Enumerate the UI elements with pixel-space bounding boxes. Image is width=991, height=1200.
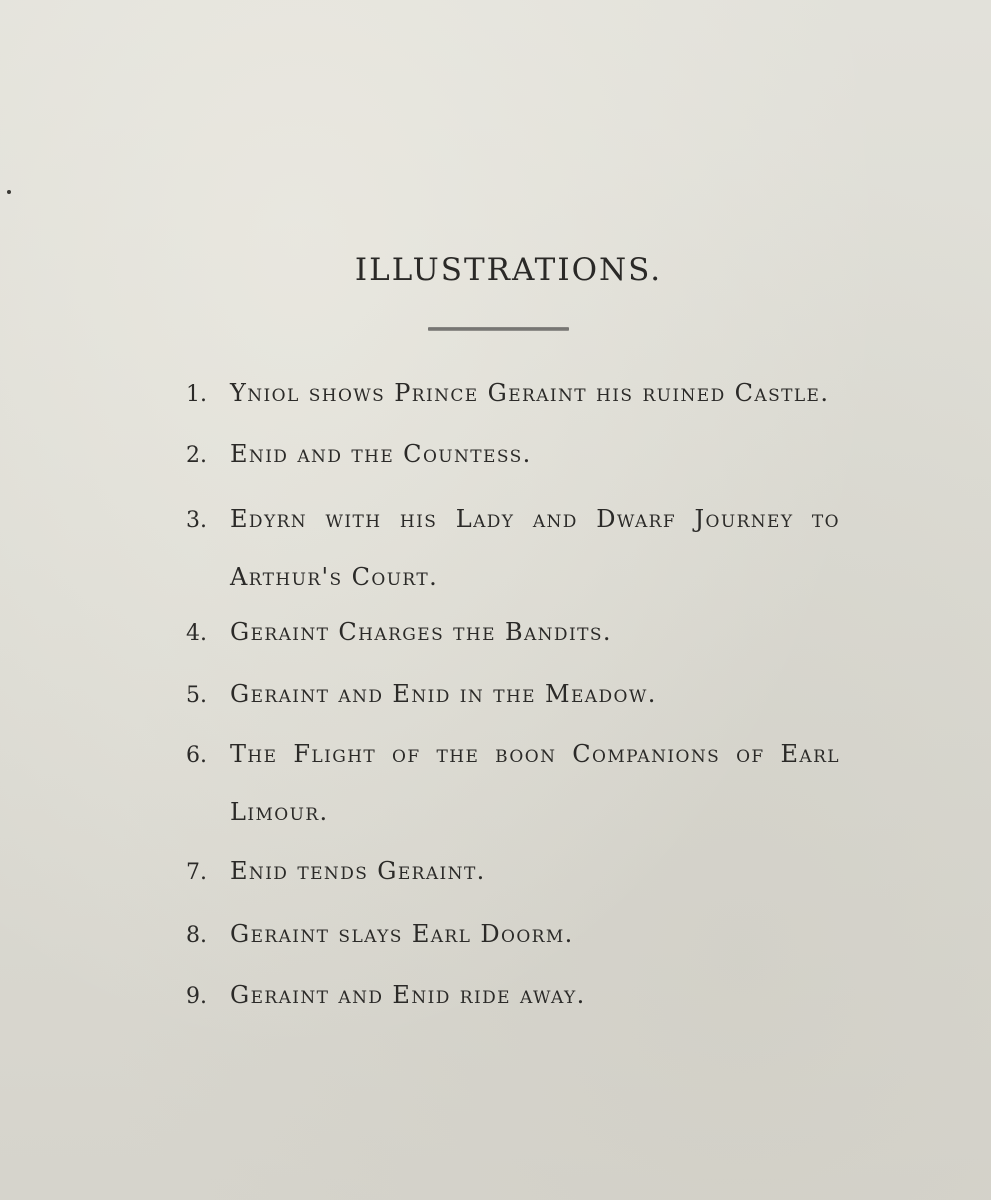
entry-number: 7. [186, 860, 207, 885]
list-item [186, 490, 846, 606]
list-item [186, 665, 846, 725]
list-item [186, 603, 846, 663]
entry-title: Yniol shows Prince Geraint his ruined Castle. [230, 379, 830, 407]
page-heading: ILLUSTRATIONS. [354, 252, 663, 288]
entry-number: 2. [186, 443, 207, 468]
entry-title: Enid and the Countess. [230, 440, 532, 468]
entry-number: 4. [186, 621, 207, 646]
list-item [186, 425, 846, 485]
list-item [186, 966, 846, 1026]
entry-number: 6. [186, 743, 207, 768]
list-item [186, 364, 846, 424]
entry-number: 9. [186, 984, 207, 1009]
entry-title: Enid tends Geraint. [230, 857, 486, 885]
list-item [186, 842, 846, 902]
entry-title: Geraint and Enid ride away. [230, 981, 586, 1009]
list-item [186, 905, 846, 965]
list-item [186, 725, 846, 841]
entry-title: Geraint and Enid in the Meadow. [230, 680, 657, 708]
entry-title: Geraint slays Earl Doorm. [230, 920, 574, 948]
entry-number: 1. [186, 382, 207, 407]
entry-title: The Flight of the boon Companions of Earl Limour. [230, 740, 840, 826]
entry-number: 5. [186, 683, 207, 708]
entry-title: Geraint Charges the Bandits. [230, 618, 612, 646]
entry-number: 8. [186, 923, 207, 948]
entry-number: 3. [186, 508, 207, 533]
entry-title: Edyrn with his Lady and Dwarf Journey to Arthur's Court. [230, 505, 840, 591]
